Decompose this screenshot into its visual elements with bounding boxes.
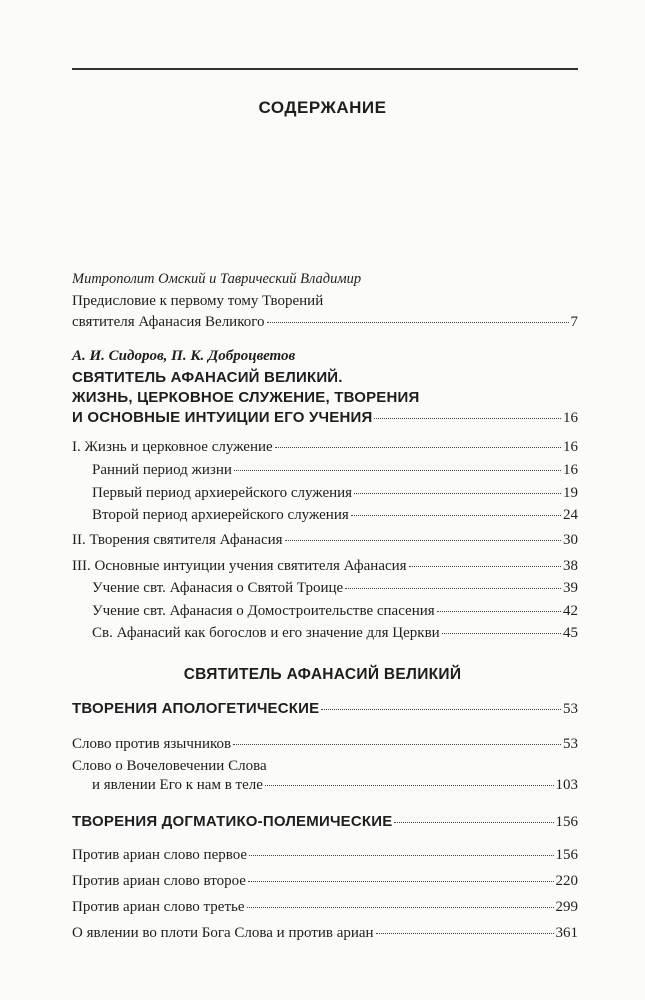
- leader-dots: [442, 621, 561, 634]
- toc-entry-essay: [72, 409, 578, 427]
- toc-entry-label: Учение свт. Афанасия о Домостроительстве спасения: [92, 603, 435, 619]
- leader-dots: [233, 732, 561, 745]
- section-heading: ТВОРЕНИЯ АПОЛОГЕТИЧЕСКИЕ: [72, 700, 320, 717]
- toc-entry: [72, 898, 578, 916]
- essay-authors: А. И. Сидоров, П. К. Доброцветов: [72, 348, 296, 364]
- essay-title-line2: ЖИЗНЬ, ЦЕРКОВНОЕ СЛУЖЕНИЕ, ТВОРЕНИЯ: [72, 389, 420, 406]
- toc-entry-label: III. Основные интуиции учения святителя Афанасия: [72, 558, 407, 574]
- page-number: 16: [563, 439, 578, 455]
- leader-dots: [285, 528, 561, 541]
- toc-entry-label: Учение свт. Афанасия о Святой Троице: [92, 580, 344, 596]
- section-heading: ТВОРЕНИЯ ДОГМАТИКО-ПОЛЕМИЧЕСКИЕ: [72, 813, 393, 830]
- page-number: 42: [563, 603, 578, 619]
- toc-entry-label: О явлении во плоти Бога Слова и против ариан: [72, 925, 374, 941]
- toc-entry-preface: [72, 313, 578, 331]
- page-number: 24: [563, 507, 578, 523]
- essay-title-line1: СВЯТИТЕЛЬ АФАНАСИЙ ВЕЛИКИЙ.: [72, 369, 343, 386]
- toc-entry: [72, 531, 578, 549]
- page-number: 103: [555, 777, 578, 793]
- leader-dots: [374, 406, 561, 419]
- toc-entry: [72, 438, 578, 456]
- leader-dots: [247, 895, 554, 908]
- page-number: 53: [563, 736, 578, 752]
- leader-dots: [249, 843, 553, 856]
- leader-dots: [351, 503, 561, 516]
- toc-entry-label: I. Жизнь и церковное служение: [72, 439, 273, 455]
- toc-entry-label: Слово против язычников: [72, 736, 232, 752]
- leader-dots: [394, 810, 553, 823]
- toc-entry: [72, 735, 578, 753]
- toc-entry-label: Против ариан слово второе: [72, 873, 246, 889]
- leader-dots: [437, 599, 561, 612]
- page-number: 39: [563, 580, 578, 596]
- leader-dots: [376, 921, 554, 934]
- leader-dots: [265, 773, 554, 786]
- page-number: 361: [555, 925, 578, 941]
- leader-dots: [321, 697, 561, 710]
- toc-entry-label: Первый период архиерейского служения: [92, 485, 353, 501]
- toc-entry: [92, 602, 578, 620]
- toc-entry-label: Против ариан слово третье: [72, 899, 245, 915]
- leader-dots: [234, 458, 561, 471]
- toc-entry: [92, 461, 578, 479]
- page-number: 38: [563, 558, 578, 574]
- page-number: 30: [563, 532, 578, 548]
- toc-entry: [92, 776, 578, 794]
- leader-dots: [248, 869, 554, 882]
- page-number: 7: [570, 314, 578, 330]
- toc-entry-label: и явлении Его к нам в теле: [92, 777, 263, 793]
- toc-entry: [72, 872, 578, 890]
- preface-title-line1: Предисловие к первому тому Творений: [72, 293, 324, 309]
- preface-title-line2: святителя Афанасия Великого: [72, 314, 265, 330]
- toc-entry-label: II. Творения святителя Афанасия: [72, 532, 283, 548]
- preface-author: Митрополит Омский и Таврический Владимир: [72, 271, 362, 287]
- toc-entry: [92, 506, 578, 524]
- page-number: 53: [563, 701, 578, 717]
- toc-entry-label: Ранний период жизни: [92, 462, 232, 478]
- toc-entry: [72, 924, 578, 942]
- toc-entry: [92, 624, 578, 642]
- page-number: 16: [563, 410, 578, 426]
- works-heading: СВЯТИТЕЛЬ АФАНАСИЙ ВЕЛИКИЙ: [183, 666, 462, 683]
- page-number: 156: [555, 847, 578, 863]
- page-number: 220: [555, 873, 578, 889]
- toc-entry: [92, 579, 578, 597]
- toc-entry-label: Слово о Вочеловечении Слова: [72, 758, 267, 774]
- toc-entry: [72, 846, 578, 864]
- leader-dots: [267, 310, 569, 323]
- toc-entry: [92, 484, 578, 502]
- toc-entry-label: Св. Афанасий как богослов и его значение для Церкви: [92, 625, 440, 641]
- top-rule: [72, 68, 578, 70]
- leader-dots: [275, 435, 561, 448]
- toc-section-apologetic: [72, 700, 578, 718]
- toc-entry: [72, 557, 578, 575]
- toc-entry-label: Второй период архиерейского служения: [92, 507, 349, 523]
- page-title: СОДЕРЖАНИЕ: [258, 98, 387, 117]
- page-number: 299: [555, 899, 578, 915]
- toc-section-dogmatic: [72, 813, 578, 831]
- essay-title-line3: И ОСНОВНЫЕ ИНТУИЦИИ ЕГО УЧЕНИЯ: [72, 409, 373, 426]
- page-number: 19: [563, 485, 578, 501]
- page-number: 45: [563, 625, 578, 641]
- leader-dots: [409, 554, 561, 567]
- toc-entry-label: Против ариан слово первое: [72, 847, 248, 863]
- page-number: 16: [563, 462, 578, 478]
- page-number: 156: [555, 814, 578, 830]
- leader-dots: [354, 481, 561, 494]
- leader-dots: [345, 576, 561, 589]
